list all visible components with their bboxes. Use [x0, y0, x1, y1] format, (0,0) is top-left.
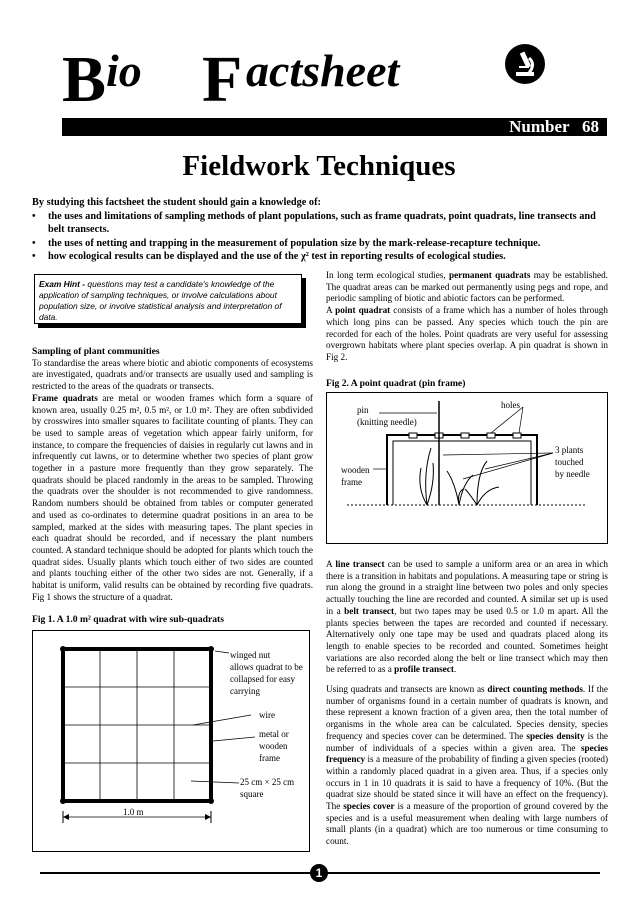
label-pin: pin [357, 405, 369, 415]
label-plants: by needle [555, 469, 590, 479]
text: can be used to sample a uniform area or an area in which there is a transition in habitats and populations. A measuring tape or string is run along the ground in a straight line between two poles and only species actually touching the line are recorded and counted. A similar set up is used in a [326, 559, 608, 616]
label-frame: metal or [259, 729, 289, 739]
label-square: square [240, 789, 264, 799]
term: profile transect [394, 664, 454, 675]
label-nut: winged nut [230, 650, 271, 660]
text: may be established. The quadrat areas can be marked out permanently using pegs and rope, and periodic sampling of biotic and abiotic factors can be performed. [326, 270, 608, 304]
text: is a measure of the probability of finding a given species (rooted) within a randomly placed quadrat in a given area. Thus, if a species only occurs in 1 in 10 quadrats it is said to have a frequency of 10%. (But the quadrat size should be stated since it will have an effect on the frequency). The [326, 754, 608, 812]
label-frame: wooden [259, 741, 288, 751]
text: Using quadrats and transects are known as [326, 684, 488, 695]
text: is the number of individuals of a species within a given area. The [326, 730, 609, 753]
fig2-box [326, 392, 608, 544]
logo-text-io: io [106, 45, 142, 96]
logo-letter-f: F [202, 43, 243, 116]
bio-factsheet-logo [62, 34, 502, 114]
objective-item: • the uses and limitations of sampling methods of plant populations, such as frame quadrats, point quadrats, line transects and belt transects. [32, 210, 612, 237]
exam-hint-text: questions may test a candidate's knowledge of the application of sampling techniques, or involve calculations about population size, or involve statistical analysis and interpretation of data. [39, 279, 282, 322]
label-wooden: wooden [341, 465, 370, 475]
label-nut: collapsed for easy [230, 674, 295, 684]
quadrat-diagram [33, 631, 309, 851]
term: permanent quadrats [448, 270, 531, 280]
paragraph-text: are metal or wooden frames which form a square of known area, usually 0.25 m², 0.5 m², or 1.0 m². They are often subdivided by crosswires into smaller squares to facilitate counting of plants. They can be used to sample areas of vegetation which appear fairly uniform, for instance, to compare the frequencies of daisies in regularly cut lawns and in infrequently cut lawns, or to determine whether two species of plant grow together in a pasture more frequently than they grow separately. The quadrats should be placed randomly in the areas to be sampled. Throwing the quadrats over the shoulder is not recommended to give randomness. Random numbers should be obtained from tables or computer generated and used as co-ordinates to determine quadrat positions in an area to be sampled, marked at the sides with measuring tapes. The plant species in each quadrat should be recorded, and if necessary the plant numbers counted. A standard technique should be adopted for plants which touch the quadrat sides. Usually plants which touch either of two sides are counted and plants touching either of the other two sides are not. Generally, if a habitat is uniform, valid results can be obtained by recording five quadrats. Fig 1 shows the structure of a quadrat. [32, 392, 313, 602]
label-frame: frame [259, 753, 280, 763]
text: A [326, 305, 336, 316]
learning-objectives [32, 196, 612, 264]
fig1-caption: Fig 1. A 1.0 m² quadrat with wire sub-quadrats [32, 614, 224, 625]
term: line transect [335, 559, 385, 569]
label-square: 25 cm × 25 cm [240, 777, 295, 787]
term: species frequency [326, 742, 608, 765]
label-wire: wire [259, 710, 275, 720]
text: A [326, 559, 336, 569]
objective-item: • how ecological results can be displayed and the use of the χ² test in reporting results of ecological studies. [32, 250, 612, 264]
label-pin: (knitting needle) [357, 417, 417, 427]
term: Frame quadrats [32, 392, 98, 403]
paragraph [326, 270, 608, 305]
term: belt transect [344, 605, 395, 616]
paragraph [326, 305, 608, 364]
label-scale: 1.0 m [123, 807, 144, 817]
term: point quadrat [335, 305, 391, 316]
section-heading: Sampling of plant communities [32, 346, 160, 357]
logo-letter-b: B [62, 43, 108, 116]
factsheet-number: Number 68 [509, 117, 599, 136]
label-plants: touched [555, 457, 584, 467]
label-nut: carrying [230, 686, 260, 696]
text: . If the number of organisms found in a certain number of quadrats is known, and these represent a known fraction of a given area, then the total number of organisms in the whole area can be calculated. Species density, species frequency and species cover can be determined. The [326, 684, 608, 741]
page-number: 1 [310, 864, 328, 882]
paragraph [32, 393, 313, 604]
microscope-icon [505, 44, 545, 84]
exam-hint-label: Exam Hint - [39, 279, 86, 289]
paragraph: To standardise the areas where biotic and abiotic components of ecosystems are investigated, quadrats and/or transects are usually used and sampling is restricted to the areas of the quadrats or transects. [32, 357, 313, 392]
objectives-lead: By studying this factsheet the student should gain a knowledge of: [32, 197, 321, 208]
right-column-top [326, 270, 608, 364]
number-bar [62, 118, 607, 136]
plant-drawings [420, 448, 499, 505]
paragraph [326, 684, 608, 848]
text: . [453, 664, 457, 675]
right-column-bottom [326, 559, 608, 848]
logo-text-actsheet: actsheet [246, 45, 400, 96]
term: species density [526, 730, 585, 741]
objective-item: • the uses of netting and trapping in the measurement of population size by the mark-release-recapture technique. [32, 237, 612, 251]
exam-hint-box [34, 274, 302, 324]
label-holes: holes [501, 400, 520, 410]
pin-frame-diagram [327, 393, 607, 543]
term: species cover [343, 801, 395, 812]
fig2-caption: Fig 2. A point quadrat (pin frame) [326, 378, 466, 389]
paragraph [326, 559, 608, 676]
text: In long term ecological studies, [326, 270, 449, 280]
label-nut: allows quadrat to be [230, 662, 303, 672]
label-plants: 3 plants [555, 445, 584, 455]
text: , but two tapes may be used 0.5 or 1.0 m apart. All the plants species between the tapes are recorded and counted if necessary. Alternatively only one tape may be used and quadrats placed along its length to enable species to be recorded and counted. Sometimes height variations are also recorded along the belt or line transect which may then be referred to as a [326, 605, 608, 675]
label-frame: frame [341, 477, 362, 487]
quadrat-wires [65, 651, 209, 799]
left-column [32, 346, 313, 603]
fig1-box [32, 630, 310, 852]
text: is a measure of the proportion of ground covered by the species and is a useful measurement when dealing with large numbers of small plants (in a quadrat) which are too numerous or time consuming to count. [326, 801, 608, 847]
page-title: Fieldwork Techniques [182, 150, 456, 182]
text: consists of a frame which has a number of holes through which long pins can be passed. Any species which touch the pin are recorded for each of the holes. Point quadrats are very useful for assessing overgrown habitats where plant species overlap. A pin quadrat is shown in Fig 2. [326, 305, 608, 362]
term: direct counting methods [487, 684, 583, 695]
